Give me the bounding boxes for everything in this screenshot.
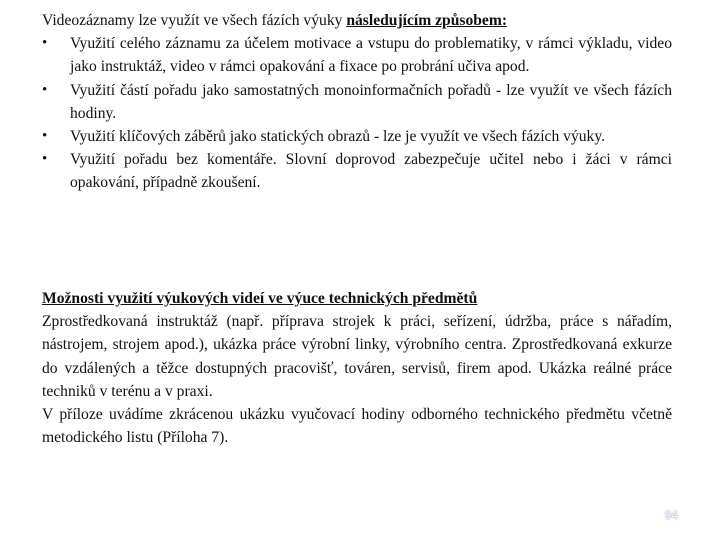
bullet-text: Využití částí pořadu jako samostatných monoinformačních pořadů - lze využít ve všech fázích hodiny. xyxy=(70,81,672,122)
bullet-icon: • xyxy=(42,128,48,145)
intro-section xyxy=(42,9,672,195)
list-item xyxy=(42,32,672,78)
bullet-icon: • xyxy=(42,35,48,52)
list-item xyxy=(42,125,672,148)
intro-lead-emphasis: následujícím způsobem: xyxy=(346,12,508,29)
list-item xyxy=(42,79,672,125)
list-item xyxy=(42,148,672,194)
intro-lead: Videozáznamy lze využít ve všech fázích výuky xyxy=(42,12,347,29)
paragraph: V příloze uvádíme zkrácenou ukázku vyučovací hodiny odborného technického předmětu včetně metodického listu (Příloha 7). xyxy=(42,406,672,447)
technical-subjects-section xyxy=(42,287,672,449)
usage-bullet-list xyxy=(42,32,672,194)
bullet-icon: • xyxy=(42,81,48,98)
bullet-text: Využití klíčových záběrů jako statických obrazů - lze je využít ve všech fázích výuky. xyxy=(70,128,606,146)
paragraph: Zprostředkovaná instruktáž (např. příprava strojek k práci, seřízení, údržba, práce s nářadím, nástrojem, strojem apod.), ukázka práce výrobní linky, výrobního centra. Zprostředkovaná exkurze do vzdálených a těžce dostupných pracovišť, továren, servisů, firem apod. Ukázka reálné práce techniků v terénu a v praxi. xyxy=(42,313,672,400)
page-number: 94 xyxy=(664,508,678,522)
bullet-icon: • xyxy=(42,151,48,168)
bullet-text: Využití celého záznamu za účelem motivace a vstupu do problematiky, v rámci výkladu, video jako instruktáž, video v rámci opakování a fixace po probrání učiva apod. xyxy=(70,35,672,76)
intro-sentence xyxy=(42,9,672,32)
section-heading: Možnosti využití výukových videí ve výuce technických předmětů xyxy=(42,290,478,307)
bullet-text: Využití pořadu bez komentáře. Slovní doprovod zabezpečuje učitel nebo i žáci v rámci opakování, případně zkoušení. xyxy=(70,151,672,192)
